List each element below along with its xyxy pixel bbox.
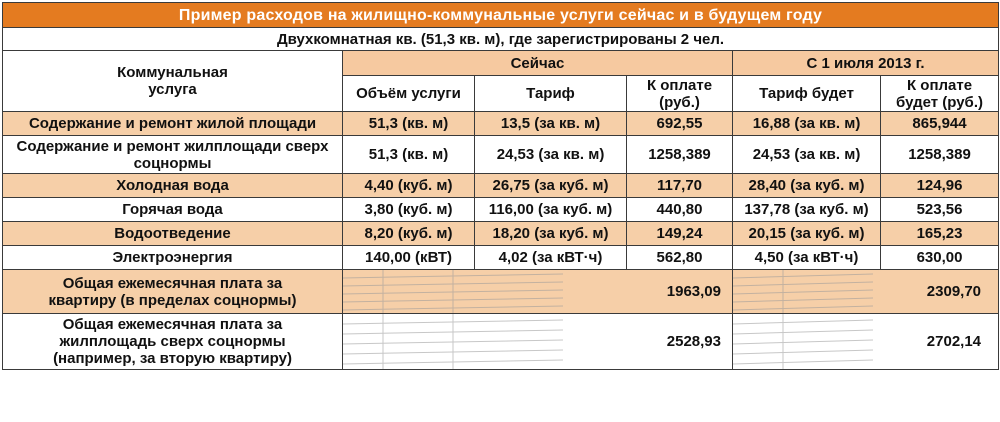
row-tariff-future: 28,40 (за куб. м)	[733, 174, 881, 198]
table-row	[3, 112, 999, 136]
row-pay: 1258,389	[627, 136, 733, 174]
header-future: С 1 июля 2013 г.	[733, 51, 999, 76]
row-pay-future: 865,944	[881, 112, 999, 136]
total-pay-cell	[343, 270, 733, 314]
total-label-text: Общая ежемесячная плата за жилплощадь сверх соцнормы (например, за вторую квартиру)	[53, 316, 292, 367]
tariff-table-container	[2, 2, 998, 370]
tariff-table	[2, 2, 999, 370]
total-row	[3, 314, 999, 370]
row-tariff-future: 20,15 (за куб. м)	[733, 222, 881, 246]
total-pay: 1963,09	[666, 283, 721, 300]
header-tariff-future: Тариф будет	[733, 76, 881, 112]
row-service: Электроэнергия	[3, 246, 343, 270]
row-volume: 3,80 (куб. м)	[343, 198, 475, 222]
table-subtitle: Двухкомнатная кв. (51,3 кв. м), где зарегистрированы 2 чел.	[3, 28, 999, 51]
row-service: Содержание и ремонт жилой площади	[3, 112, 343, 136]
row-tariff: 13,5 (за кв. м)	[475, 112, 627, 136]
header-service	[3, 51, 343, 112]
row-tariff: 26,75 (за куб. м)	[475, 174, 627, 198]
header-pay-future: К оплате будет (руб.)	[881, 76, 999, 112]
header-now: Сейчас	[343, 51, 733, 76]
row-volume: 140,00 (кВТ)	[343, 246, 475, 270]
row-pay: 692,55	[627, 112, 733, 136]
row-pay-future: 1258,389	[881, 136, 999, 174]
row-service: Водоотведение	[3, 222, 343, 246]
total-pay-cell	[343, 314, 733, 370]
header-pay: К оплате (руб.)	[627, 76, 733, 112]
total-pay-future-cell	[733, 314, 999, 370]
table-row	[3, 174, 999, 198]
row-volume: 8,20 (куб. м)	[343, 222, 475, 246]
row-volume: 51,3 (кв. м)	[343, 112, 475, 136]
row-tariff: 24,53 (за кв. м)	[475, 136, 627, 174]
total-label	[3, 314, 343, 370]
total-pay-future: 2309,70	[926, 283, 982, 300]
total-label	[3, 270, 343, 314]
table-row	[3, 246, 999, 270]
row-volume: 4,40 (куб. м)	[343, 174, 475, 198]
header-tariff: Тариф	[475, 76, 627, 112]
table-row	[3, 198, 999, 222]
row-pay-future: 165,23	[881, 222, 999, 246]
table-row	[3, 222, 999, 246]
table-row	[3, 136, 999, 174]
row-tariff-future: 16,88 (за кв. м)	[733, 112, 881, 136]
row-service: Содержание и ремонт жилплощади сверх соцнормы	[3, 136, 343, 174]
row-tariff-future: 137,78 (за куб. м)	[733, 198, 881, 222]
header-volume: Объём услуги	[343, 76, 475, 112]
total-label-text: Общая ежемесячная плата за квартиру (в пределах соцнормы)	[48, 274, 297, 309]
total-pay-future: 2702,14	[926, 333, 982, 350]
total-pay-future-cell	[733, 270, 999, 314]
row-pay: 117,70	[627, 174, 733, 198]
row-tariff: 18,20 (за куб. м)	[475, 222, 627, 246]
row-volume: 51,3 (кв. м)	[343, 136, 475, 174]
row-tariff-future: 4,50 (за кВТ·ч)	[733, 246, 881, 270]
row-tariff: 4,02 (за кВТ·ч)	[475, 246, 627, 270]
table-title: Пример расходов на жилищно-коммунальные услуги сейчас и в будущем году	[3, 3, 999, 28]
total-pay: 2528,93	[666, 333, 721, 350]
row-pay: 149,24	[627, 222, 733, 246]
row-pay: 562,80	[627, 246, 733, 270]
header-service-label: Коммунальная услуга	[117, 64, 228, 98]
row-tariff-future: 24,53 (за кв. м)	[733, 136, 881, 174]
row-pay-future: 523,56	[881, 198, 999, 222]
row-pay-future: 124,96	[881, 174, 999, 198]
row-pay: 440,80	[627, 198, 733, 222]
row-pay-future: 630,00	[881, 246, 999, 270]
row-service: Холодная вода	[3, 174, 343, 198]
row-tariff: 116,00 (за куб. м)	[475, 198, 627, 222]
row-service: Горячая вода	[3, 198, 343, 222]
total-row	[3, 270, 999, 314]
